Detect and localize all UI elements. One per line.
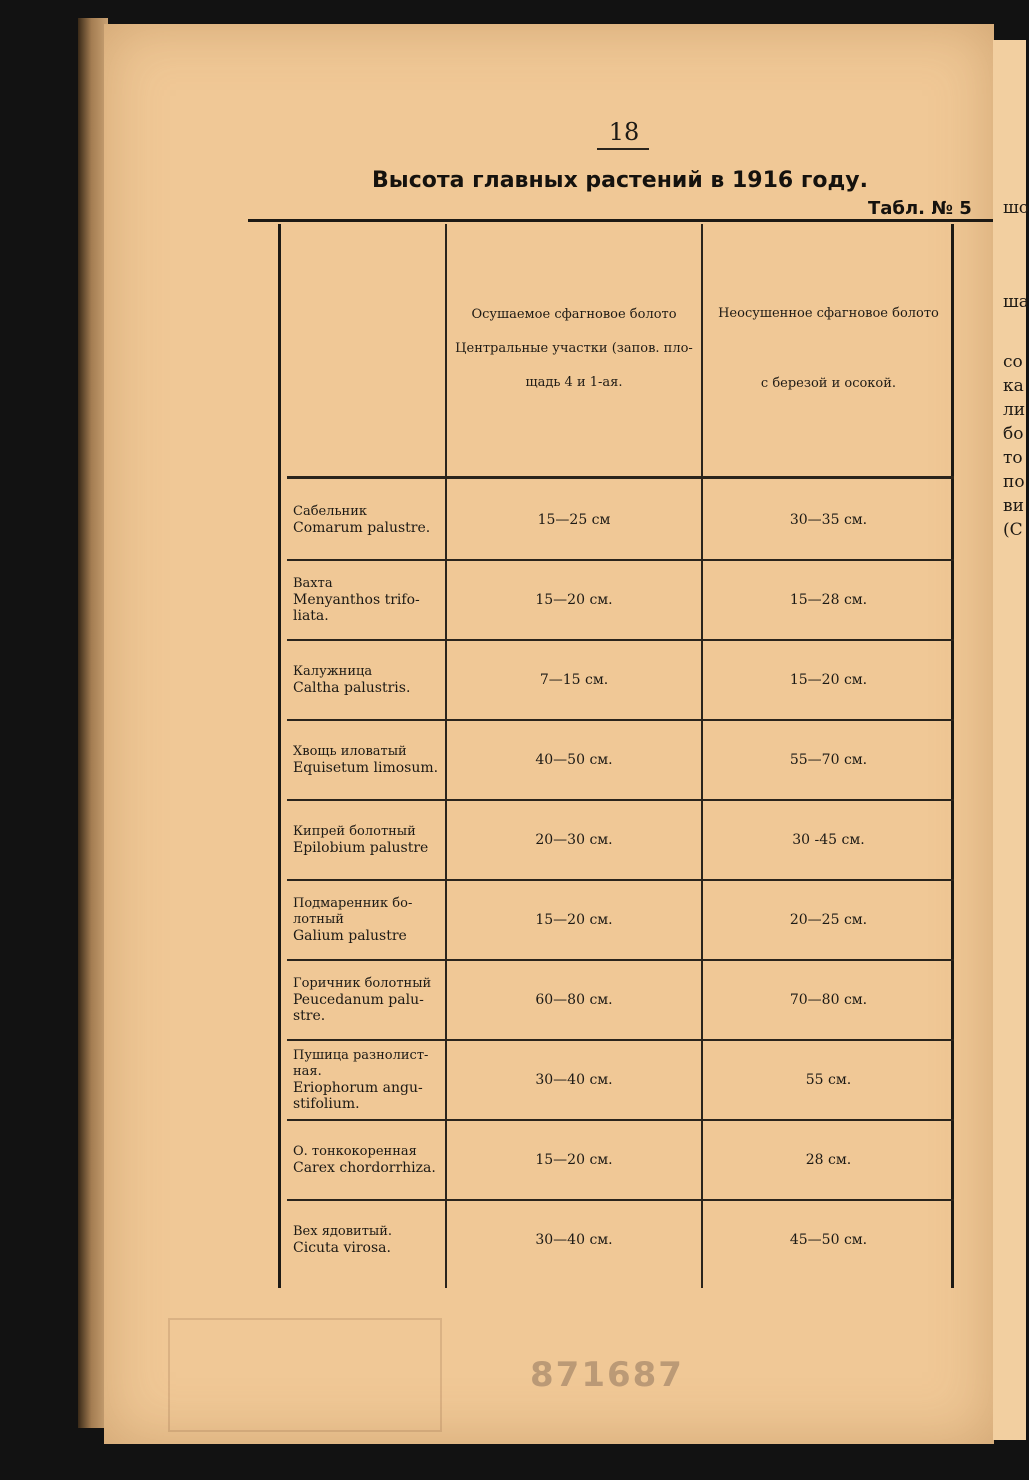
table-row	[281, 480, 954, 560]
plant-latin-name: Eriophorum angu-stifolium.	[293, 1080, 423, 1112]
drained-header-line: Осушаемое сфагновое болото	[471, 307, 677, 322]
next-page-text: то	[1003, 448, 1023, 468]
drained-height: 40—50 см.	[535, 752, 613, 768]
plant-latin-name: Cicuta virosa.	[293, 1240, 391, 1256]
next-page-text: ка	[1003, 376, 1024, 396]
undrained-height: 55—70 см.	[789, 752, 868, 768]
table-row	[281, 1120, 954, 1200]
plant-name: Вех ядовитый.	[293, 1224, 393, 1239]
undrained-height: 15—20 см.	[789, 672, 868, 688]
plant-latin-name: Caltha palustris.	[293, 680, 411, 696]
next-page-fragment	[993, 40, 1029, 1440]
page-number-rule	[597, 148, 649, 150]
next-page-text: бо	[1003, 424, 1024, 444]
plant-height-table	[278, 224, 954, 1288]
table-row	[281, 1040, 954, 1120]
table-row	[281, 1200, 954, 1280]
drained-height: 7—15 см.	[539, 672, 609, 688]
undrained-height: 28 см.	[805, 1152, 852, 1168]
plant-name: Пушица разнолист-ная.	[293, 1048, 429, 1079]
plant-name: Хвощь иловатый	[293, 744, 407, 759]
plant-latin-name: Carex chordorrhiza.	[293, 1160, 436, 1176]
drained-height: 20—30 см.	[535, 832, 613, 848]
next-page-text: шо	[1003, 198, 1029, 218]
next-page-text: (С	[1003, 520, 1023, 540]
undrained-height: 15—28 см.	[789, 592, 868, 608]
next-page-text: по	[1003, 472, 1025, 492]
undrained-height: 30 -45 см.	[792, 832, 865, 848]
page-title: Высота главных растений в 1916 году.	[372, 168, 868, 193]
undrained-height: 30—35 см.	[789, 512, 868, 528]
next-page-text: ли	[1003, 400, 1026, 420]
undrained-height: 70—80 см.	[789, 992, 868, 1008]
drained-header-line: щадь 4 и 1-ая.	[525, 375, 623, 390]
plant-name: О. тонкокоренная	[293, 1144, 417, 1159]
next-page-text: ви	[1003, 496, 1024, 516]
drained-height: 30—40 см.	[535, 1232, 613, 1248]
drained-height: 60—80 см.	[535, 992, 613, 1008]
table-row	[281, 960, 954, 1040]
undrained-header-line: Неосушенное сфагновое болото	[718, 306, 939, 321]
page-number: 18	[608, 118, 640, 146]
table-row	[281, 720, 954, 800]
table-row	[281, 800, 954, 880]
plant-latin-name: Epilobium palustre	[293, 840, 429, 856]
plant-latin-name: Comarum palustre.	[293, 520, 431, 536]
inventory-number: 871687	[530, 1355, 684, 1395]
plant-latin-name: Menyanthos trifo-liata.	[293, 592, 420, 624]
next-page-text: ша	[1003, 292, 1029, 312]
undrained-header-line: с березой и осокой.	[760, 376, 897, 391]
undrained-bog-header	[703, 224, 954, 474]
plant-name: Горичник болотный	[293, 976, 432, 991]
top-rule	[248, 219, 993, 222]
plant-latin-name: Galium palustre	[293, 928, 407, 944]
header-rule	[287, 476, 954, 479]
plant-name: Калужница	[293, 664, 373, 679]
undrained-height: 55 см.	[805, 1072, 852, 1088]
drained-height: 15—20 см.	[535, 1152, 613, 1168]
table-row	[281, 640, 954, 720]
plant-latin-name: Equisetum limosum.	[293, 760, 439, 776]
faded-library-stamp	[168, 1318, 442, 1432]
plant-latin-name: Peucedanum palu-stre.	[293, 992, 424, 1024]
drained-height: 30—40 см.	[535, 1072, 613, 1088]
table-label: Табл. № 5	[868, 198, 972, 219]
plant-name: Кипрей болотный	[293, 824, 416, 839]
drained-header-line: Центральные участки (запов. пло-	[455, 341, 693, 356]
plant-name: Сабельник	[293, 504, 368, 519]
table-row	[281, 880, 954, 960]
next-page-text: со	[1003, 352, 1023, 372]
plant-name: Подмаренник бо-лотный	[293, 896, 413, 927]
drained-height: 15—20 см.	[535, 912, 613, 928]
plant-name: Вахта	[293, 576, 333, 591]
undrained-height: 45—50 см.	[789, 1232, 868, 1248]
undrained-height: 20—25 см.	[789, 912, 868, 928]
drained-bog-header	[447, 224, 701, 474]
drained-height: 15—20 см.	[535, 592, 613, 608]
drained-height: 15—25 см	[537, 512, 611, 528]
table-row	[281, 560, 954, 640]
